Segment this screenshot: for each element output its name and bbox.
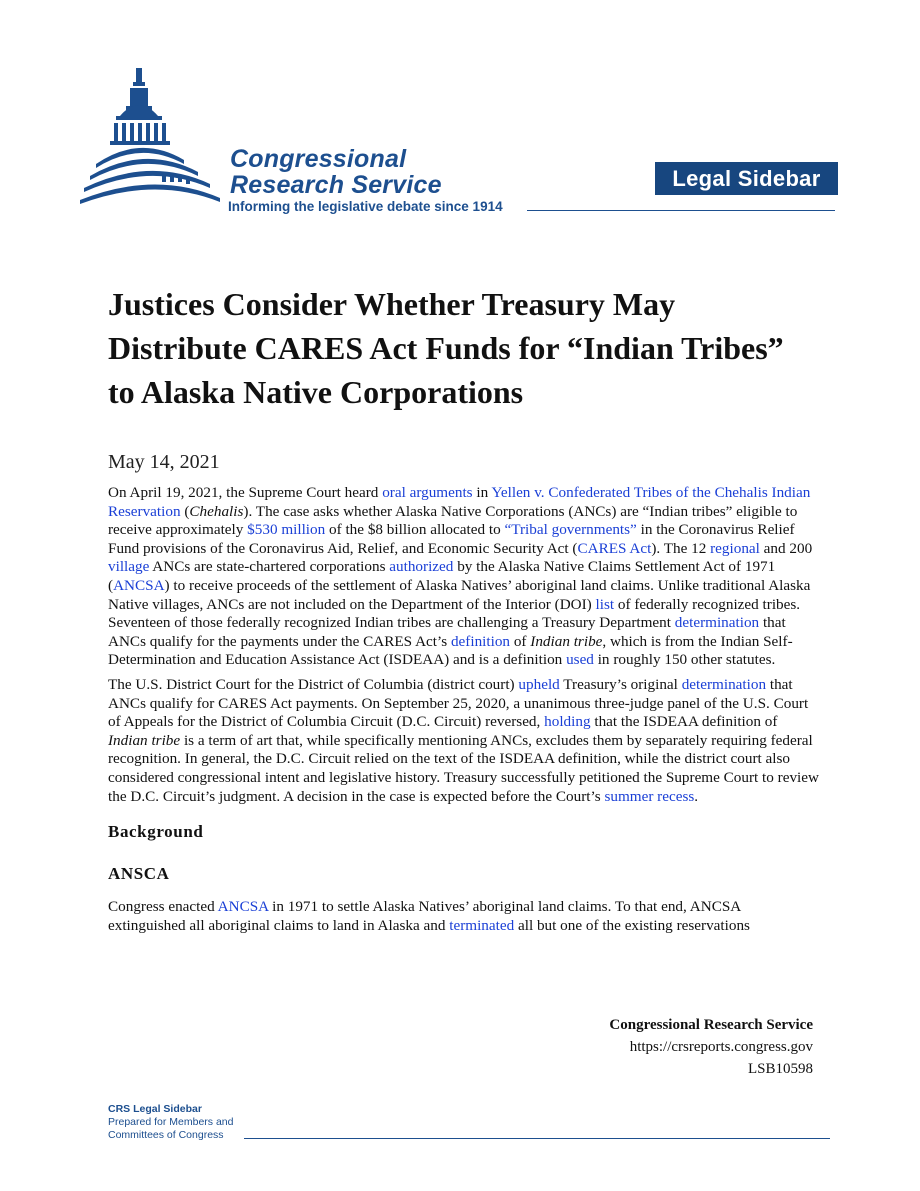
paragraph-court-history bbox=[108, 676, 820, 806]
sidebar-footer-line2: Committees of Congress bbox=[108, 1129, 224, 1141]
text: in bbox=[472, 484, 492, 501]
text: is a term of art that, while specifically mentioning ANCs, excludes them by separately requiring federal recognition. In general, the D.C. Circuit relied on the text of the ISDEAA definition, while the district court also considered congressional intent and legislative history. Treasury successfully petitioned the Supreme Court to review the D.C. Circuit’s judgment. A decision in the case is expected before the Court’s bbox=[108, 731, 819, 805]
sidebar-footer bbox=[108, 1103, 233, 1142]
text: Congress enacted bbox=[108, 898, 218, 916]
org-name-line1: Congressional bbox=[230, 145, 407, 173]
page-footer bbox=[609, 1014, 813, 1080]
sidebar-footer-title: CRS Legal Sidebar bbox=[108, 1103, 202, 1115]
link-oral-arguments[interactable]: oral arguments bbox=[382, 484, 473, 501]
org-name bbox=[230, 146, 442, 198]
crs-logo bbox=[80, 68, 840, 228]
italic-text: Indian tribe bbox=[530, 632, 603, 650]
text: in 1971 to settle Alaska Natives’ aboriginal land claims. To that end, ANCSA extinguished all aboriginal claims to land in Alaska and bbox=[108, 898, 741, 934]
heading-background: Background bbox=[108, 822, 204, 842]
legal-sidebar-badge: Legal Sidebar bbox=[655, 162, 838, 195]
org-tagline: Informing the legislative debate since 1914 bbox=[228, 199, 503, 214]
link-terminated[interactable]: terminated bbox=[449, 916, 515, 934]
link-village[interactable]: village bbox=[108, 558, 150, 576]
text: . bbox=[694, 787, 699, 805]
link-used[interactable]: used bbox=[566, 651, 594, 669]
text: that ANCs qualify for the payments under the CARES Act’s bbox=[108, 614, 786, 650]
footer-org: Congressional Research Service bbox=[609, 1017, 813, 1033]
org-name-line2: Research Service bbox=[230, 171, 442, 199]
publication-date: May 14, 2021 bbox=[108, 451, 220, 473]
link-authorized[interactable]: authorized bbox=[389, 558, 454, 576]
report-id: LSB10598 bbox=[747, 1061, 813, 1077]
text: of the $8 billion allocated to bbox=[325, 521, 505, 539]
link-ancsa[interactable]: ANCSA bbox=[113, 576, 165, 594]
page-title: Justices Consider Whether Treasury May Distribute CARES Act Funds for “Indian Tribes” to Alaska Native Corporations bbox=[108, 286, 784, 410]
text: ( bbox=[180, 502, 190, 520]
italic-text: Indian tribe bbox=[108, 731, 181, 749]
text: The U.S. District Court for the District of Columbia (district court) bbox=[108, 675, 519, 693]
text: and 200 bbox=[759, 539, 813, 557]
sidebar-footer-line1: Prepared for Members and bbox=[108, 1116, 234, 1128]
text: ). The 12 bbox=[651, 539, 711, 557]
link-regional[interactable]: regional bbox=[710, 539, 760, 557]
text: ). The case asks whether Alaska Native Corporations (ANCs) are “Indian tribes” eligible to receive approximately bbox=[108, 502, 798, 539]
text: On April 19, 2021, the Supreme Court heard bbox=[108, 484, 383, 501]
text: in the Coronavirus Relief Fund provisions of the Coronavirus Aid, Relief, and Economic Security Act ( bbox=[108, 521, 795, 557]
text: all but one of the existing reservations bbox=[514, 916, 750, 934]
link-determination[interactable]: determination bbox=[674, 614, 760, 632]
link-summer-recess[interactable]: summer recess bbox=[604, 787, 695, 805]
paragraph-intro bbox=[108, 484, 820, 670]
paragraph-ancsa bbox=[108, 898, 820, 935]
link-cares-act[interactable]: CARES Act bbox=[577, 539, 652, 557]
text: in roughly 150 other statutes. bbox=[593, 651, 776, 669]
capitol-dome-icon bbox=[80, 68, 230, 218]
link-upheld[interactable]: upheld bbox=[518, 675, 560, 693]
text: of bbox=[510, 632, 531, 650]
text: that the ISDEAA definition of bbox=[590, 713, 778, 731]
text: ANCs are state-chartered corporations bbox=[149, 558, 390, 576]
italic-text: Chehalis bbox=[189, 502, 244, 520]
link-definition[interactable]: definition bbox=[450, 632, 511, 650]
text: , which is from the Indian Self-Determination and Education Assistance Act (ISDEAA) and is a definition bbox=[108, 632, 793, 669]
article-body bbox=[108, 484, 820, 941]
link-tribal-governments[interactable]: “Tribal governments” bbox=[504, 521, 637, 539]
link-case-name[interactable]: Yellen v. Confederated Tribes of the Chehalis Indian Reservation bbox=[108, 484, 811, 520]
link-holding[interactable]: holding bbox=[544, 713, 591, 731]
link-530-million[interactable]: $530 million bbox=[247, 521, 326, 539]
footer-url[interactable]: https://crsreports.congress.gov bbox=[629, 1039, 813, 1055]
text: Treasury’s original bbox=[559, 675, 682, 693]
link-original-determination[interactable]: determination bbox=[681, 675, 767, 693]
footer-rule bbox=[244, 1138, 830, 1139]
header-rule bbox=[527, 210, 835, 211]
text: by the Alaska Native Claims Settlement Act of 1971 ( bbox=[108, 558, 776, 594]
text: ) to receive proceeds of the settlement of Alaska Natives’ aboriginal land claims. Unlike traditional Alaska Native villages, ANCs are not included on the Department of the Interior (DOI) bbox=[108, 576, 811, 613]
heading-ansca: ANSCA bbox=[108, 864, 170, 884]
text: that ANCs qualify for CARES Act payments. On September 25, 2020, a unanimous three-judge panel of the U.S. Court of Appeals for the District of Columbia Circuit (D.C. Circuit) reversed, bbox=[108, 675, 809, 731]
link-ancsa-1971[interactable]: ANCSA bbox=[217, 898, 269, 916]
link-list[interactable]: list bbox=[595, 595, 615, 613]
text: of federally recognized tribes. Seventeen of those federally recognized Indian tribes are challenging a Treasury Department bbox=[108, 595, 801, 632]
